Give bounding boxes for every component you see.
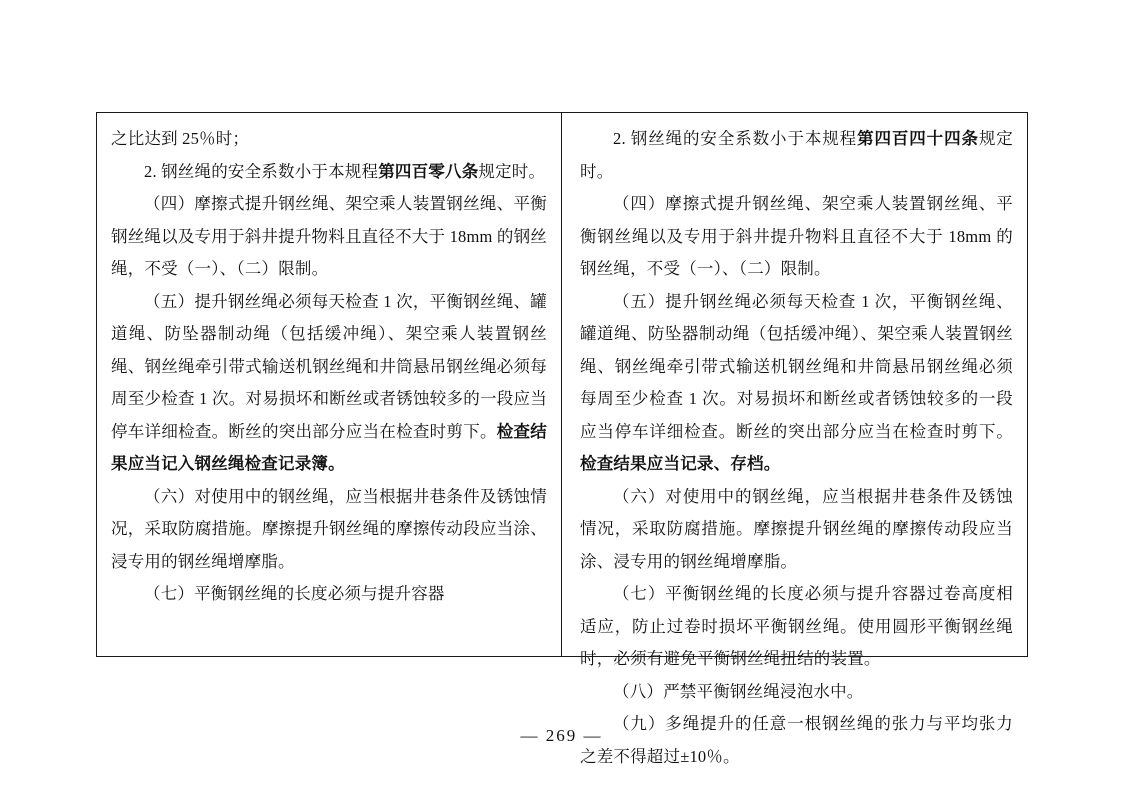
paragraph <box>111 286 547 481</box>
text-run: （七）平衡钢丝绳的长度必须与提升容器 <box>144 584 445 603</box>
paragraph <box>580 676 1013 709</box>
text-run: （七）平衡钢丝绳的长度必须与提升容器过卷高度相适应，防止过卷时损坏平衡钢丝绳。使用圆形平衡钢丝绳时，必须有避免平衡钢丝绳扭结的装置。 <box>580 584 1013 668</box>
text-run: （四）摩擦式提升钢丝绳、架空乘人装置钢丝绳、平衡钢丝绳以及专用于斜井提升物料且直径不大于 18mm 的钢丝绳，不受（一）、（二）限制。 <box>111 194 547 278</box>
emphasized-text: 第四百零八条 <box>378 161 479 181</box>
text-run: （四）摩擦式提升钢丝绳、架空乘人装置钢丝绳、平衡钢丝绳以及专用于斜井提升物料且直径不大于 18mm 的钢丝绳，不受（一）、（二）限制。 <box>580 194 1013 278</box>
text-run: （九）多绳提升的任意一根钢丝绳的张力与平均张力之差不得超过±10％。 <box>580 714 1013 766</box>
paragraph <box>111 123 547 156</box>
paragraph <box>580 188 1013 286</box>
page-number: — 269 — <box>520 726 603 745</box>
text-run: 之比达到 25％时； <box>111 129 250 148</box>
paragraph <box>111 156 547 189</box>
emphasized-text: 第四百四十四条 <box>857 129 979 148</box>
paragraph <box>111 578 547 611</box>
paragraph <box>111 481 547 579</box>
text-run: （六）对使用中的钢丝绳，应当根据井巷条件及锈蚀情况，采取防腐措施。摩擦提升钢丝绳的摩擦传动段应当涂、浸专用的钢丝绳增摩脂。 <box>111 486 547 571</box>
text-run: （八）严禁平衡钢丝绳浸泡水中。 <box>613 681 864 701</box>
emphasized-text: 检查结果应当记入钢丝绳检查记录簿。 <box>111 421 547 473</box>
text-run: （六）对使用中的钢丝绳，应当根据井巷条件及锈蚀情况，采取防腐措施。摩擦提升钢丝绳的摩擦传动段应当涂、浸专用的钢丝绳增摩脂。 <box>580 486 1013 571</box>
paragraph <box>580 481 1013 579</box>
paragraph <box>111 188 547 286</box>
text-run: 规定时。 <box>478 161 546 181</box>
paragraph <box>580 578 1013 676</box>
text-run: （五）提升钢丝绳必须每天检查 1 次，平衡钢丝绳、罐道绳、防坠器制动绳（包括缓冲绳）、架空乘人装置钢丝绳、钢丝绳牵引带式输送机钢丝绳和井筒悬吊钢丝绳必须每周至少检查 1 次。对易损坏和断丝或者锈蚀较多的一段应当停车详细检查。断丝的突出部分应当在检查时剪下。 <box>580 291 1013 441</box>
text-run: （五）提升钢丝绳必须每天检查 1 次，平衡钢丝绳、罐道绳、防坠器制动绳（包括缓冲绳）、架空乘人装置钢丝绳、钢丝绳牵引带式输送机钢丝绳和井筒悬吊钢丝绳必须每周至少检查 1 次。对易损坏和断丝或者锈蚀较多的一段应当停车详细检查。断丝的突出部分应当在检查时剪下。 <box>111 291 547 441</box>
text-run: 2. 钢丝绳的安全系数小于本规程 <box>144 161 379 181</box>
paragraph <box>580 123 1013 188</box>
right-text-column <box>562 113 1028 766</box>
text-run: 2. 钢丝绳的安全系数小于本规程 <box>613 129 858 148</box>
text-run: 规定时。 <box>580 129 1013 181</box>
left-text-column <box>96 113 562 656</box>
paragraph <box>580 286 1013 481</box>
emphasized-text: 检查结果应当记录、存档。 <box>580 454 781 473</box>
